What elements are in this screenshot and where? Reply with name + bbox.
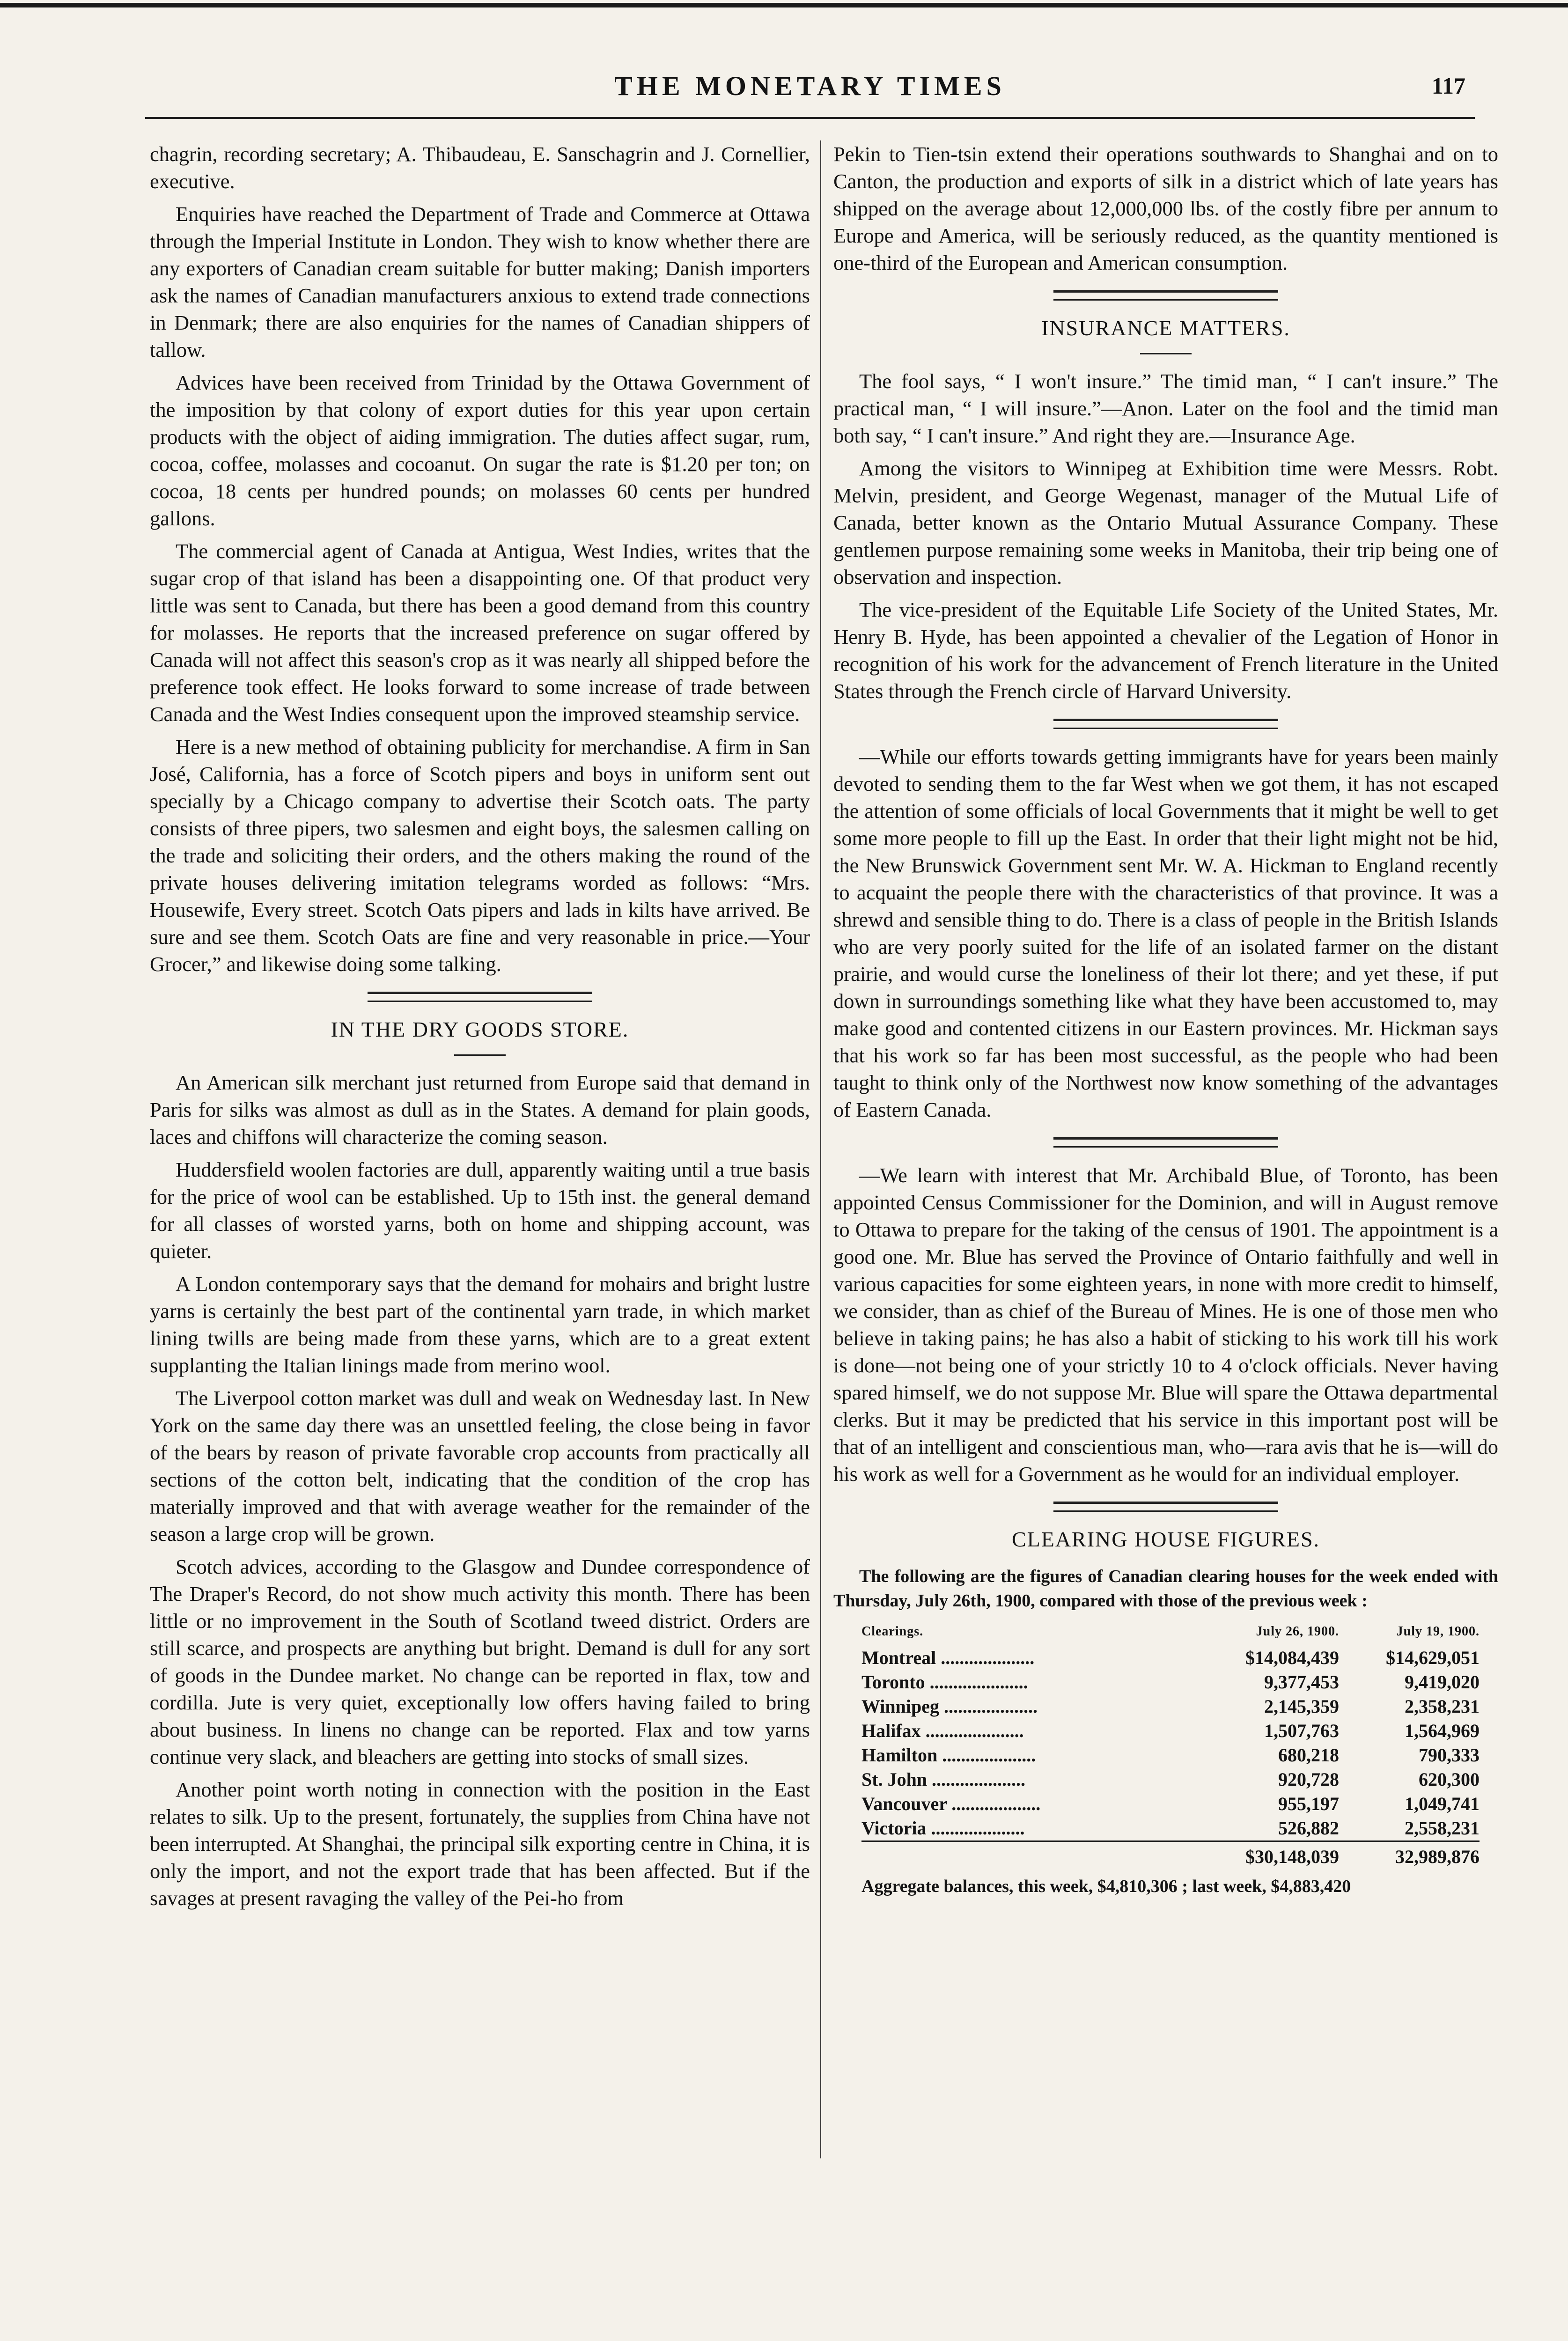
clearing-value: 790,333 — [1419, 1745, 1480, 1766]
column-header: July 26, 1900. — [1256, 1624, 1339, 1639]
paragraph: —While our efforts towards getting immigrants have for years been mainly devoted to sending them to the far West when we got them, it has not escaped the attention of some officials of local Governments that it might be well to get some more people to fill up the East. In order that their light might not be hid, the New Brunswick Government sent Mr. W. A. Hickman to England recently to acquaint the people there with the characteristics of that province. It was a shrewd and sensible thing to do. There is a class of people in the British Islands who are very poorly suited for the life of an isolated farmer on the distant prairie, and would curse the loneliness of their lot there; and yet these, if put down in surroundings something like what they have been accustomed to, may make good and contented citizens in our Eastern provinces. Mr. Hickman says that his work so far has been most successful, as the people who had been taught to think only of the Northwest now know something of the advantages of Eastern Canada. — [833, 745, 1498, 1121]
clearing-value: 1,049,741 — [1405, 1793, 1480, 1814]
paragraph: An American silk merchant just returned from Europe said that demand in Paris for silks was almost as dull as in the States. A demand for plain goods, laces and chiffons will characterize the coming season. — [150, 1071, 810, 1148]
city-name: Halifax ..................... — [861, 1720, 1024, 1741]
paragraph: Another point worth noting in connection with the position in the East relates to silk. Up to the present, fortunately, the supplies from China have not been interrupted. At Shanghai, the principal silk exporting centre in China, it is only the import, and not the export trade that has been affected. But if the savages at present ravaging the valley of the Pei-ho from — [150, 1778, 810, 1910]
section-rule — [1053, 719, 1278, 729]
total-value: $30,148,039 — [1199, 1841, 1339, 1870]
publication-title: THE MONETARY TIMES — [614, 71, 1006, 101]
header-rule — [145, 117, 1475, 119]
paragraph: A London contemporary says that the demand for mohairs and bright lustre yarns is certainly the best part of the continental yarn trade, in which market lining twills are being made from these yarns, which are to a great extent supplanting the Italian linings made from merino wool. — [150, 1272, 810, 1377]
paragraph: The vice-president of the Equitable Life Society of the United States, Mr. Henry B. Hyde, has been appointed a chevalier of the Legation of Honor in recognition of his work for the advancement of French literature in the United States through the French circle of Harvard University. — [833, 598, 1498, 703]
section-rule — [368, 992, 592, 1002]
table-header-row — [861, 1620, 1480, 1646]
section-heading-dry-goods: IN THE DRY GOODS STORE. — [331, 1017, 629, 1041]
city-name: Toronto ..................... — [861, 1671, 1028, 1693]
section-heading-insurance: INSURANCE MATTERS. — [1041, 316, 1290, 340]
table-row — [861, 1646, 1480, 1670]
clearing-value: 2,145,359 — [1264, 1696, 1339, 1717]
city-name: Hamilton .................... — [861, 1745, 1036, 1766]
paragraph: chagrin, recording secretary; A. Thibaudeau, E. Sanschagrin and J. Cornellier, executive. — [150, 142, 810, 193]
table-row — [861, 1719, 1480, 1743]
paragraph: Pekin to Tien-tsin extend their operations southwards to Shanghai and on to Canton, the production and exports of silk in a district which of late years has shipped on the average about 12,000,000 lbs. of the costly fibre per annum to Europe and America, will be seriously reduced, as the quantity mentioned is one-third of the European and American consumption. — [833, 142, 1498, 274]
clearing-value: 2,558,231 — [1405, 1818, 1480, 1839]
paragraph: Advices have been received from Trinidad by the Ottawa Government of the imposition by that colony of export duties for this year upon certain products with the object of aiding immigration. The duties affect sugar, rum, cocoa, coffee, molasses and cocoanut. On sugar the rate is $1.20 per ton; on cocoa, 18 cents per hundred pounds; on molasses 60 cents per hundred gallons. — [150, 371, 810, 530]
clearing-value: $14,084,439 — [1245, 1647, 1339, 1668]
section-heading-clearing-house: CLEARING HOUSE FIGURES. — [1011, 1527, 1320, 1551]
clearing-value: 1,507,763 — [1264, 1720, 1339, 1741]
table-row — [861, 1816, 1480, 1841]
clearing-value: 2,358,231 — [1405, 1696, 1480, 1717]
clearing-value: 620,300 — [1419, 1769, 1480, 1790]
paragraph: Huddersfield woolen factories are dull, apparently waiting until a true basis for the price of wool can be established. Up to 15th inst. the general demand for all classes of worsted yarns, both on home and shipping account, was quieter. — [150, 1158, 810, 1263]
paragraph: Here is a new method of obtaining publicity for merchandise. A firm in San José, California, has a force of Scotch pipers and boys in uniform sent out specially by a Chicago company to advertise their Scotch oats. The party consists of three pipers, two salesmen and eight boys, the salesmen calling on the trade and soliciting their orders, and the others making the round of the private houses delivering imitation telegrams worded as follows: “Mrs. Housewife, Every street. Scotch Oats pipers and lads in kilts have arrived. Be sure and see them. Scotch Oats are fine and very reasonable in price.—Your Grocer,” and likewise doing some talking. — [150, 735, 810, 976]
section-rule — [1053, 290, 1278, 301]
page-header — [145, 70, 1475, 103]
clearing-value: $14,629,051 — [1386, 1647, 1480, 1668]
paragraph: The Liverpool cotton market was dull and weak on Wednesday last. In New York on the same day there was an unsettled feeling, the close being in favor of the bears by reason of private favorable crop accounts from practically all sections of the cotton belt, indicating that the condition of the crop has materially improved and that with average weather for the remainder of the season a large crop will be grown. — [150, 1386, 810, 1546]
clearing-table — [861, 1620, 1480, 1869]
clearing-value: 920,728 — [1278, 1769, 1339, 1790]
city-name: Winnipeg .................... — [861, 1696, 1038, 1717]
total-value: 32,989,876 — [1339, 1841, 1480, 1870]
clearing-intro: The following are the figures of Canadian clearing houses for the week ended with Thursday, July 26th, 1900, compared with those of the previous week : — [833, 1567, 1498, 1611]
clearing-value: 955,197 — [1278, 1793, 1339, 1814]
table-row — [861, 1767, 1480, 1792]
column-header: Clearings. — [861, 1624, 924, 1639]
table-total-row — [861, 1841, 1480, 1870]
paragraph: Enquiries have reached the Department of Trade and Commerce at Ottawa through the Imperial Institute in London. They wish to know whether there are any exporters of Canadian cream suitable for butter making; Danish importers ask the names of Canadian manufacturers anxious to extend trade connections in Denmark; there are also enquiries for the names of Canadian shippers of tallow. — [150, 202, 810, 361]
column-divider — [820, 140, 821, 2158]
paragraph: Among the visitors to Winnipeg at Exhibition time were Messrs. Robt. Melvin, president, and George Wegenast, manager of the Mutual Life of Canada, better known as the Ontario Mutual Assurance Company. These gentlemen purpose remaining some weeks in Manitoba, their trip being one of observation and inspection. — [833, 456, 1498, 589]
clearing-value: 526,882 — [1278, 1818, 1339, 1839]
clearing-value: 1,564,969 — [1405, 1720, 1480, 1741]
paragraph: The fool says, “ I won't insure.” The timid man, “ I can't insure.” The practical man, “ I will insure.”—Anon. Later on the fool and the timid man both say, “ I can't insure.” And right they are.—Insurance Age. — [833, 369, 1498, 447]
section-rule — [1053, 1502, 1278, 1512]
city-name: St. John .................... — [861, 1769, 1026, 1790]
clearing-value: 9,377,453 — [1264, 1671, 1339, 1693]
city-name: Montreal .................... — [861, 1647, 1035, 1668]
table-row — [861, 1743, 1480, 1767]
paragraph: Scotch advices, according to the Glasgow and Dundee correspondence of The Draper's Record, do not show much activity this month. There has been little or no improvement in the South of Scotland tweed district. Orders are still scarce, and prospects are anything but bright. Demand is dull for any sort of goods in the Dundee market. No change can be reported in flax, tow and cordilla. Jute is very quiet, exceptionally low offers having failed to bring about business. In linens no change can be reported. Flax and tow yarns continue very slack, and bleachers are getting into stocks of small sizes. — [150, 1555, 810, 1768]
top-border-line — [0, 3, 1568, 7]
table-row — [861, 1792, 1480, 1816]
left-column — [150, 140, 810, 1917]
city-name: Vancouver ................... — [861, 1793, 1041, 1814]
heading-rule — [1140, 353, 1192, 354]
table-row — [861, 1694, 1480, 1719]
page-number: 117 — [1431, 73, 1465, 99]
column-header: July 19, 1900. — [1396, 1624, 1480, 1639]
paragraph: —We learn with interest that Mr. Archibald Blue, of Toronto, has been appointed Census Commissioner for the Dominion, and will in August remove to Ottawa to prepare for the taking of the census of 1901. The appointment is a good one. Mr. Blue has served the Province of Ontario faithfully and well in various capacities for some eighteen years, in none with more credit to himself, we consider, than as chief of the Bureau of Mines. He is one of those men who believe in taking pains; he has also a habit of sticking to his work till his work is done—not being one of your strictly 10 to 4 o'clock officials. Never having spared himself, we do not suppose Mr. Blue will spare the Ottawa departmental clerks. But it may be predicted that his service in this important post will be that of an intelligent and conscientious man, who—rara avis that he is—will do his work as well for a Government as he would for an individual employer. — [833, 1163, 1498, 1486]
section-rule — [1053, 1137, 1278, 1148]
heading-rule — [454, 1054, 506, 1056]
right-column — [833, 140, 1498, 1900]
aggregate-balances: Aggregate balances, this week, $4,810,306 ; last week, $4,883,420 — [861, 1877, 1351, 1896]
clearing-value: 680,218 — [1278, 1745, 1339, 1766]
city-name: Victoria .................... — [861, 1818, 1025, 1839]
table-row — [861, 1670, 1480, 1694]
clearing-value: 9,419,020 — [1405, 1671, 1480, 1693]
paragraph: The commercial agent of Canada at Antigua, West Indies, writes that the sugar crop of that island has been a disappointing one. Of that product very little was sent to Canada, but there has been a good demand from this country for molasses. He reports that the increased preference on sugar offered by Canada will not affect this season's crop as it was nearly all shipped before the preference took effect. He looks forward to some increase of trade between Canada and the West Indies consequent upon the improved steamship service. — [150, 539, 810, 726]
